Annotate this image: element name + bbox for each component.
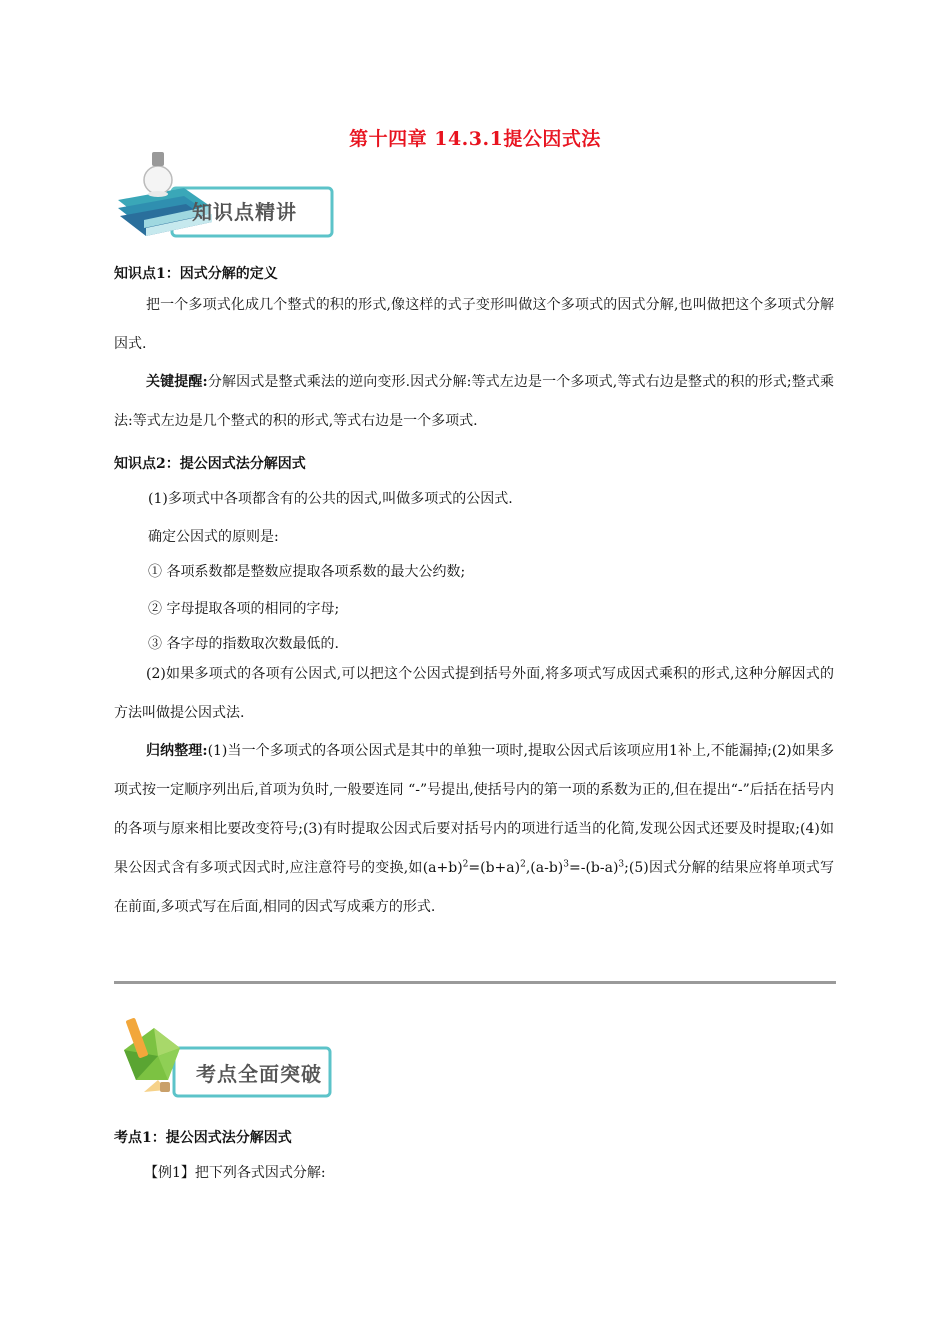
banner-label: 考点全面突破 bbox=[196, 1062, 322, 1086]
page-title: 第十四章 14.3.1提公因式法 bbox=[349, 128, 601, 150]
section-divider bbox=[114, 981, 836, 984]
lightbulb-books-icon bbox=[114, 150, 334, 240]
exponent: 3 bbox=[563, 859, 569, 870]
kp1-definition: 把一个多项式化成几个整式的积的形式,像这样的式子变形叫做这个多项式的因式分解,也叫做把这个多项式分解因式. bbox=[114, 297, 834, 352]
summary-text-a: (1)当一个多项式的各项公因式是其中的单独一项时,提取公因式后该项应用1补上,不能漏掉;(2)如果多项式按一定顺序列出后,首项为负时,一般要连同 “-”号提出,使括号内的第一项的系数为正的,但在提出“-”后括在括号内的各项与原来相比要改变符号;(3)有时提取公因式后要对括号内的项进行适当的化简,发现公因式还要及时提取;(4)如果公因式含有多项式因式时,应注意符号的变换,如(a+b) bbox=[114, 743, 835, 876]
exponent: 3 bbox=[618, 859, 625, 870]
exponent: 2 bbox=[462, 859, 469, 870]
kp2-rule2: ② 字母提取各项的相同的字母; bbox=[148, 601, 340, 617]
tip-text: 分解因式是整式乘法的逆向变形.因式分解:等式左边是一个多项式,等式右边是整式的积的形式;整式乘法:等式左边是几个整式的积的形式,等式右边是一个多项式. bbox=[114, 374, 834, 429]
exponent: 2 bbox=[520, 859, 526, 870]
summary-text-c: ,(a-b) bbox=[525, 860, 564, 876]
kp2-summary bbox=[114, 732, 834, 927]
summary-text-d: =-(b-a) bbox=[568, 860, 619, 876]
kp2-line1: (1)多项式中各项都含有的公共的因式,叫做多项式的公因式. bbox=[148, 491, 513, 507]
summary-text-b: =(b+a) bbox=[468, 860, 521, 876]
section-banner-exam bbox=[114, 1010, 334, 1100]
exam1-heading: 考点1：提公因式法分解因式 bbox=[114, 1130, 292, 1146]
banner-label: 知识点精讲 bbox=[192, 200, 297, 224]
kp2-line2: 确定公因式的原则是: bbox=[148, 529, 279, 545]
summary-label: 归纳整理: bbox=[146, 743, 208, 759]
kp2-rule1: ① 各项系数都是整数应提取各项系数的最大公约数; bbox=[148, 564, 466, 580]
tip-label: 关键提醒: bbox=[146, 374, 208, 390]
summary-text-e: ;(5)因式分解的结果应将单项式写在前面,多项式写在后面,相同的因式写成乘方的形式. bbox=[114, 860, 834, 915]
kp2-heading: 知识点2：提公因式法分解因式 bbox=[114, 456, 306, 472]
kp1-tip bbox=[114, 363, 834, 441]
kp2-para2: (2)如果多项式的各项有公因式,可以把这个公因式提到括号外面,将多项式写成因式乘积的形式,这种分解因式的方法叫做提公因式法. bbox=[114, 666, 834, 721]
kp1-heading: 知识点1：因式分解的定义 bbox=[114, 266, 278, 282]
section-banner-knowledge bbox=[114, 150, 334, 240]
kp2-rule3: ③ 各字母的指数取次数最低的. bbox=[148, 636, 339, 652]
example-1: 【例1】把下列各式因式分解: bbox=[144, 1165, 326, 1181]
